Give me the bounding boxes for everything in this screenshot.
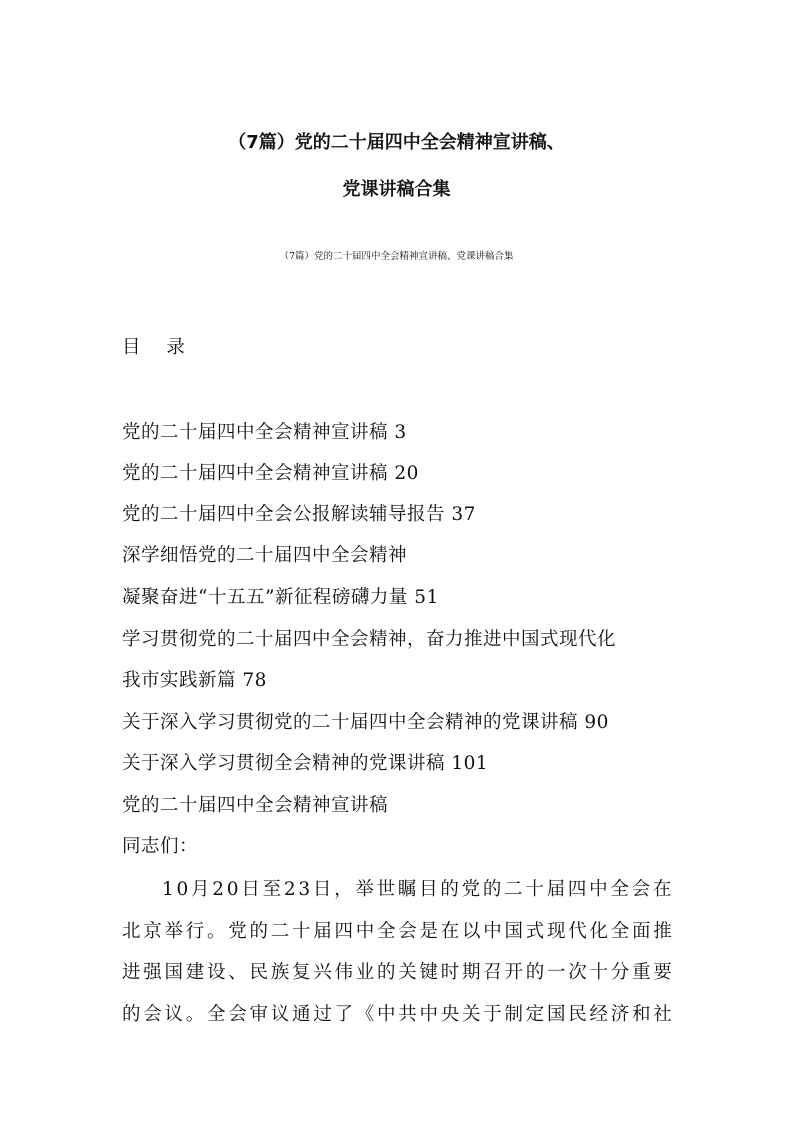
toc-item: 凝聚奋进“十五五”新征程磅礴力量 51	[122, 587, 439, 608]
body-paragraph-line: 进强国建设、民族复兴伟业的关键时期召开的一次十分重要	[122, 962, 675, 983]
document-title-line-1: （7篇）党的二十届四中全会精神宣讲稿、	[228, 132, 565, 153]
toc-item: 党的二十届四中全会精神宣讲稿 20	[122, 463, 419, 484]
body-paragraph-line: 北京举行。党的二十届四中全会是在以中国式现代化全面推	[122, 921, 675, 942]
toc-item: 关于深入学习贯彻党的二十届四中全会精神的党课讲稿 90	[122, 712, 609, 733]
body-paragraph-line: 10月20日至23日，举世瞩目的党的二十届四中全会在	[162, 879, 675, 900]
toc-item: 深学细悟党的二十届四中全会精神	[122, 545, 408, 566]
document-subtitle: （7篇）党的二十届四中全会精神宣讲稿、党课讲稿合集	[279, 251, 514, 262]
toc-item: 关于深入学习贯彻全会精神的党课讲稿 101	[122, 753, 489, 774]
document-title-line-2: 党课讲稿合集	[342, 179, 451, 200]
body-paragraph-line: 的会议。全会审议通过了《中共中央关于制定国民经济和社	[122, 1004, 675, 1025]
toc-item: 党的二十届四中全会精神宣讲稿 3	[122, 422, 407, 443]
toc-item: 党的二十届四中全会公报解读辅导报告 37	[122, 504, 476, 525]
toc-item: 学习贯彻党的二十届四中全会精神，奋力推进中国式现代化	[122, 629, 617, 650]
toc-heading: 目 录	[122, 337, 195, 358]
section-title: 党的二十届四中全会精神宣讲稿	[122, 795, 389, 816]
salutation: 同志们：	[122, 836, 199, 857]
toc-item: 我市实践新篇 78	[122, 670, 267, 691]
